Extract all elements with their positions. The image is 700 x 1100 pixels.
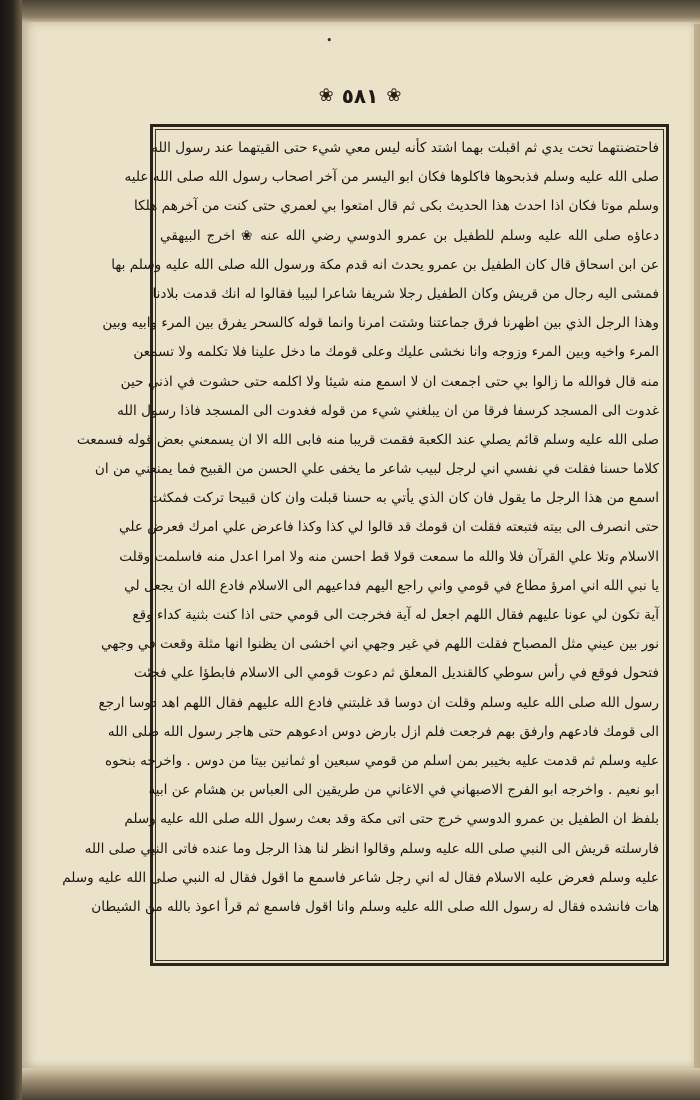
text-line: فمشى اليه رجال من قريش وكان الطفيل رجلا شريفا شاعرا لبيبا فقالوا له انك قدمت بلادنا bbox=[152, 285, 659, 302]
arabic-text-block bbox=[62, 134, 659, 956]
text-line: عليه وسلم ثم قدمت عليه بخيبر بمن اسلم من قومي سبعين او ثمانين بيتا من دوس . واخرجه بنحوه bbox=[105, 752, 659, 769]
bottom-page-edge bbox=[22, 1068, 700, 1100]
section-heading-line: دعاؤه صلى الله عليه وسلم للطفيل بن عمرو الدوسي رضي الله عنه ❀ اخرج البيهقي bbox=[160, 227, 659, 244]
header-ornament-left: ❀ bbox=[318, 85, 334, 106]
text-line: عن ابن اسحاق قال كان الطفيل بن عمرو يحدث انه قدم مكة ورسول الله صلى الله عليه وسلم بها bbox=[111, 256, 659, 273]
text-line: فتحول فوقع في رأس سوطي كالقنديل المعلق ثم دعوت قومي الى الاسلام فابطؤا علي فجئت bbox=[133, 665, 659, 682]
header-ornament-right: ❀ bbox=[386, 85, 402, 106]
text-line: منه قال فوالله ما زالوا بي حتى اجمعت ان لا اسمع منه شيئا ولا اكلمه حتى حشوت في اذني حين bbox=[120, 373, 659, 390]
text-line: رسول الله صلى الله عليه وسلم وقلت ان دوسا قد غلبتني فادع الله عليهم فقال اللهم اهد دوسا ارجع bbox=[98, 694, 659, 711]
text-line: يا نبي الله اني امرؤ مطاع في قومي واني راجع اليهم فداعيهم الى الاسلام فادع الله ان يجعل لي bbox=[124, 577, 659, 594]
text-line: كلاما حسنا فقلت في نفسي اني لرجل لبيب شاعر ما يخفى علي الحسن من القبيح فما يمنعني من ان bbox=[94, 461, 659, 478]
text-line: نور بين عيني مثل المصباح فقلت اللهم في غير وجهي اني اخشى ان يظنوا انها مثلة وقعت في وجهي bbox=[101, 636, 659, 653]
text-line: المرء واخيه وبين المرء وزوجه وانا نخشى عليك وعلى قومك ما دخل علينا فلا تكلمه ولا تسمعن bbox=[133, 344, 659, 361]
text-line: وهذا الرجل الذي بين اظهرنا فرق جماعتنا وشتت امرنا وانما قوله كالسحر يفرق بين المرء وابيه وبين bbox=[102, 315, 659, 332]
text-line: فارسلته قريش الى النبي صلى الله عليه وسلم وقالوا انظر لنا هذا الرجل وما عنده فاتى النبي صلى الله bbox=[84, 840, 659, 857]
text-line: عليه وسلم فعرض عليه الاسلام فقال له اني رجل شاعر فاسمع ما اقول فقال له النبي صلى الله عليه وسلم bbox=[62, 869, 659, 886]
text-line: فاحتضنتهما تحت يدي ثم اقبلت بهما اشتد كأنه ليس معي شيء حتى القيتهما عند رسول الله bbox=[151, 140, 659, 156]
text-line: بلفظ ان الطفيل بن عمرو الدوسي خرج حتى اتى مكة وقد بعث رسول الله صلى الله عليه وسلم bbox=[124, 811, 659, 828]
book-binding bbox=[0, 0, 22, 1100]
text-line: اسمع من هذا الرجل ما يقول فان كان الذي يأتي به حسنا قبلت وان كان قبيحا تركت فمكثت bbox=[149, 490, 659, 507]
text-line: هات فانشده فقال له رسول الله صلى الله عليه وسلم وانا اقول فاسمع ثم قرأ اعوذ بالله من الشيطان bbox=[91, 898, 659, 915]
text-line: حتى انصرف الى بيته فتبعته فقلت ان قومك قد قالوا لي كذا وكذا فاعرض علي امرك فعرض علي bbox=[119, 519, 659, 536]
top-page-edge bbox=[22, 0, 700, 24]
text-line: الى قومك فادعهم وارفق بهم فرجعت فلم ازل بارض دوس ادعوهم حتى هاجر رسول الله صلى الله bbox=[107, 723, 659, 740]
text-line: صلى الله عليه وسلم فذبحوها فاكلوها فكان ابو اليسر من آخر اصحاب رسول الله صلى الله عليه bbox=[124, 169, 659, 186]
text-line: صلى الله عليه وسلم قائم يصلي عند الكعبة فقمت قريبا منه فابى الله الا ان يسمعني بعض قوله فسمعت bbox=[76, 431, 659, 448]
page-number: ٥٨١ bbox=[341, 84, 379, 108]
text-line: وسلم موتا فكان اذا احدث هذا الحديث بكى ثم قال امتعوا بي لعمري حتى كنت من آخرهم هلكا bbox=[134, 198, 659, 215]
text-line: الاسلام وتلا علي القرآن فلا والله ما سمعت قولا قط احسن منه ولا امرا اعدل منه فاسلمت وقلت bbox=[119, 548, 659, 565]
page-header bbox=[319, 86, 402, 106]
ink-speck: • bbox=[326, 34, 333, 47]
text-line: غدوت الى المسجد كرسفا فرقا من ان يبلغني شيء من قوله فغدوت الى المسجد فاذا رسول الله bbox=[117, 402, 659, 419]
text-line: ابو نعيم . واخرجه ابو الفرج الاصبهاني في الاغاني من طريقين الى العباس بن هشام عن ابيه bbox=[148, 782, 659, 799]
text-line: آية تكون لي عونا عليهم فقال اللهم اجعل له آية فخرجت الى قومي حتى اذا كنت بثنية كداء وقع bbox=[132, 607, 659, 623]
